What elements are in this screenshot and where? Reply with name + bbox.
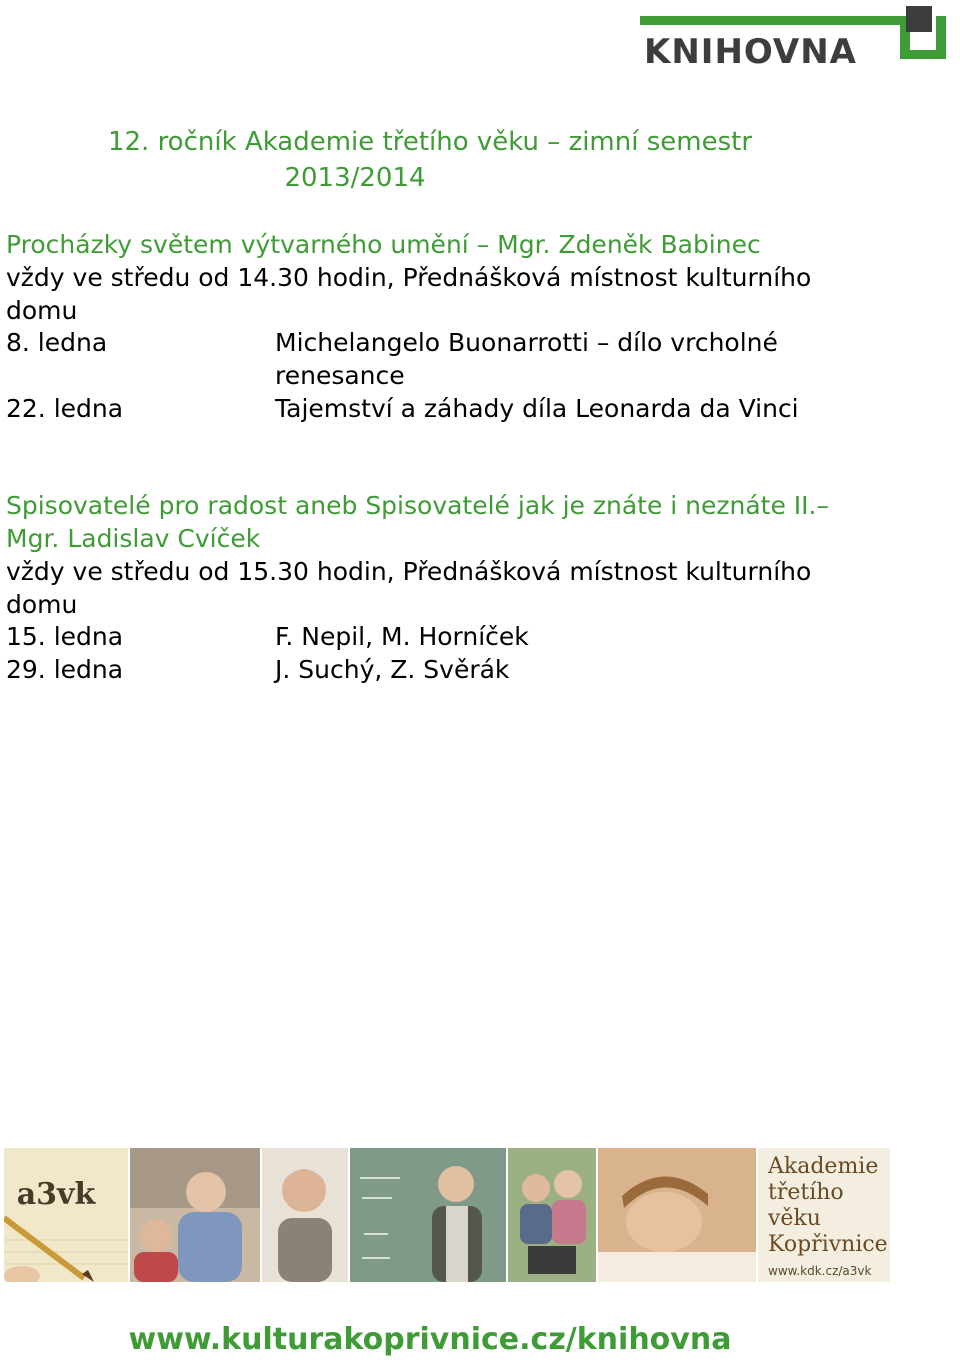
title-line-1: 12. ročník Akademie třetího věku – zimní semestr xyxy=(107,127,753,157)
banner-photo-a3vk-logo xyxy=(4,1148,128,1282)
photo-graphic xyxy=(130,1148,260,1282)
banner-line-4: Kopřivnice xyxy=(768,1232,888,1257)
title-line-2: 2013/2014 xyxy=(284,163,426,193)
banner-line-3: věku xyxy=(768,1206,821,1231)
knihovna-logo xyxy=(640,6,948,72)
logo-text: KNIHOVNA xyxy=(644,32,857,72)
section2-heading-line1: Spisovatelé pro radost aneb Spisovatelé jak je znáte i neznáte II.– xyxy=(6,491,829,520)
lecture-date: 29. ledna xyxy=(6,655,124,684)
photo-graphic xyxy=(350,1148,506,1282)
banner-url: www.kdk.cz/a3vk xyxy=(768,1264,872,1278)
banner-line-2: třetího xyxy=(768,1180,844,1205)
lecture-topic: Michelangelo Buonarrotti – dílo vrcholné renesance xyxy=(275,328,778,390)
a3vk-logo-graphic xyxy=(4,1148,128,1282)
banner-photo-woman-relaxing xyxy=(598,1148,756,1282)
banner-line-1: Akademie xyxy=(768,1154,879,1179)
section2-schedule-line2: domu xyxy=(6,590,78,619)
lecture-topic: F. Nepil, M. Horníček xyxy=(275,622,529,651)
section2-heading-line2: Mgr. Ladislav Cvíček xyxy=(6,524,261,553)
section2-schedule-line1: vždy ve středu od 15.30 hodin, Přednášková místnost kulturního xyxy=(6,557,812,586)
lecture-date: 15. ledna xyxy=(6,622,124,651)
photo-graphic xyxy=(508,1148,596,1282)
banner-photo-seniors-laughing xyxy=(130,1148,260,1282)
banner-text-lines xyxy=(768,1154,888,1258)
a3vk-banner xyxy=(4,1148,890,1282)
page-title xyxy=(0,124,860,196)
banner-photo-couple-laptop xyxy=(508,1148,596,1282)
section1-schedule-line1: vždy ve středu od 14.30 hodin, Přednášková místnost kulturního xyxy=(6,263,812,292)
photo-graphic xyxy=(262,1148,348,1282)
photo-graphic xyxy=(598,1148,756,1282)
banner-text-box xyxy=(758,1148,890,1282)
lecture-date: 8. ledna xyxy=(6,328,108,357)
a3vk-logo-text: a3vk xyxy=(16,1177,96,1212)
lecture-date: 22. ledna xyxy=(6,394,124,423)
section1-schedule-line2: domu xyxy=(6,296,78,325)
banner-photo-teacher-chalkboard xyxy=(350,1148,506,1282)
lecture-topic: J. Suchý, Z. Svěrák xyxy=(275,655,510,684)
banner-photo-senior-woman xyxy=(262,1148,348,1282)
section1-heading: Procházky světem výtvarného umění – Mgr. Zdeněk Babinec xyxy=(6,230,761,259)
footer-url-link[interactable]: www.kulturakoprivnice.cz/knihovna xyxy=(128,1322,732,1357)
lecture-topic: Tajemství a záhady díla Leonarda da Vinci xyxy=(275,394,799,423)
